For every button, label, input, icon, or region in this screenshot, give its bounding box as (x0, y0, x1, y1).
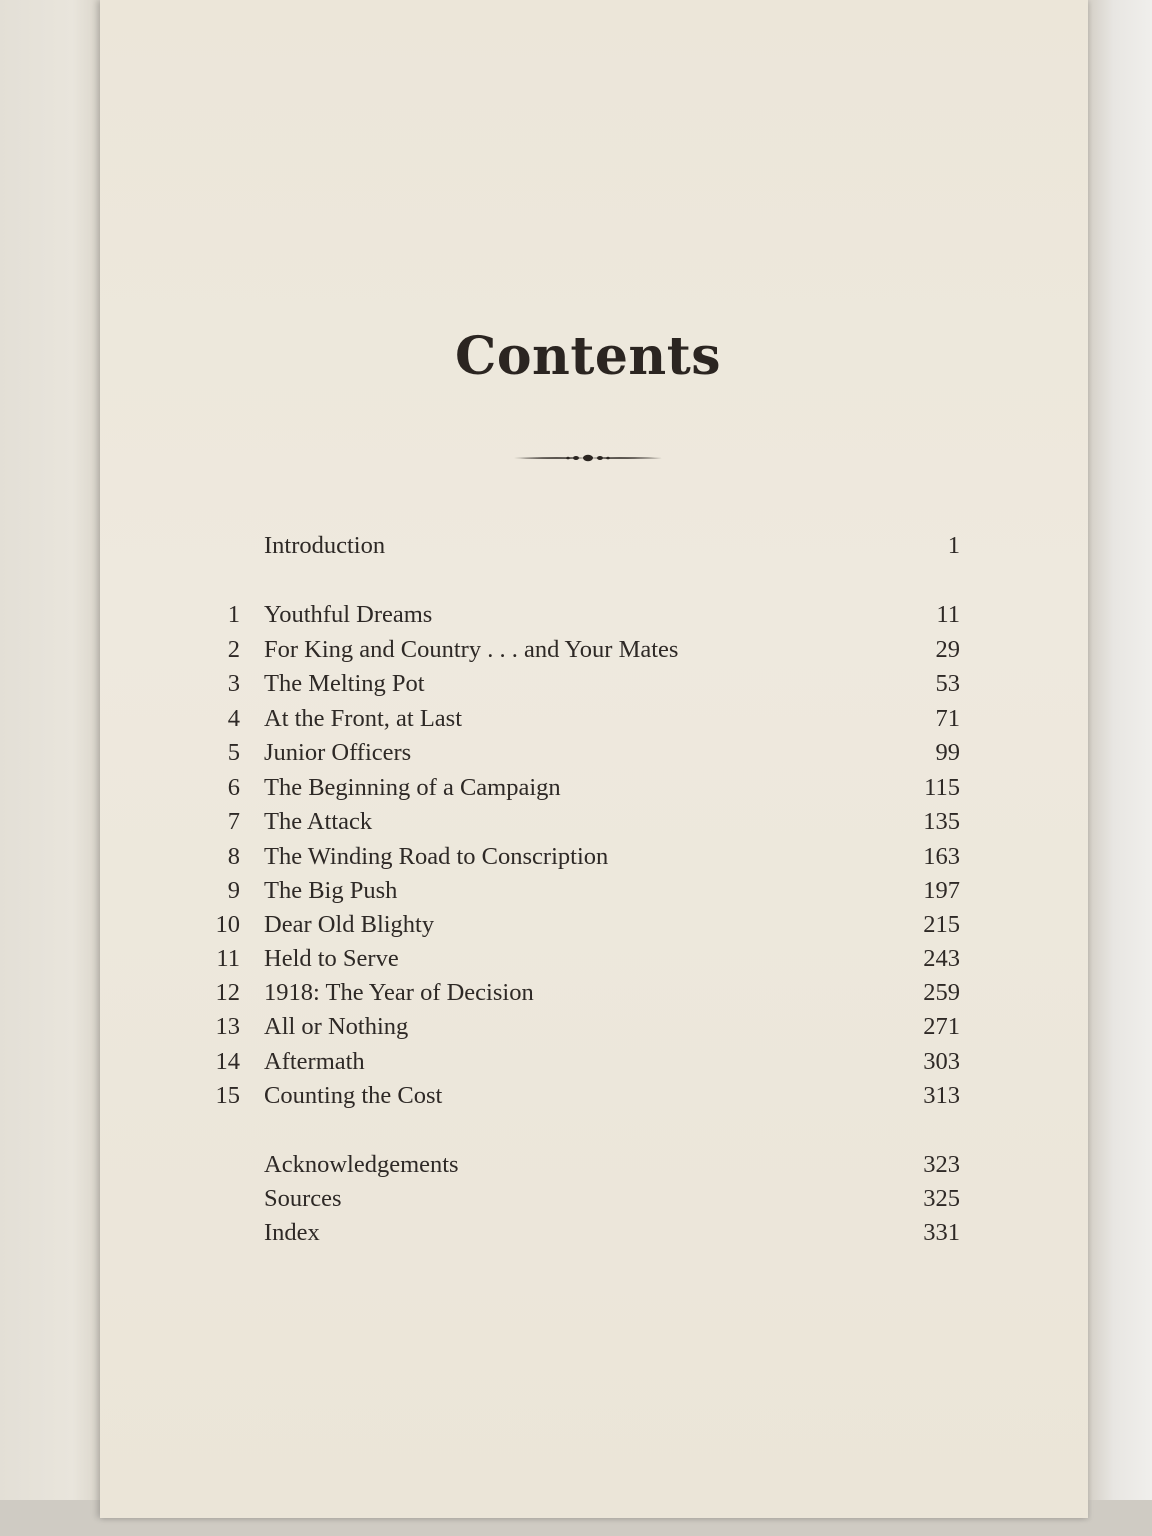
chapter-number: 13 (215, 1013, 240, 1040)
toc-entry-title: The Big Push (264, 877, 398, 904)
toc-entry-title: The Attack (264, 808, 373, 835)
toc-entry-title: The Winding Road to Conscription (264, 843, 609, 870)
chapter-number: 12 (215, 979, 240, 1006)
toc-entry-chapter (200, 739, 960, 773)
chapter-number: 1 (227, 601, 240, 628)
toc-entry-chapter (200, 705, 960, 739)
toc-entry-sources (200, 1185, 960, 1219)
toc-entry-title: Sources (264, 1185, 342, 1212)
page-title: Contents (454, 326, 722, 387)
toc-entry-title: The Beginning of a Campaign (264, 774, 561, 801)
toc-entry-chapter (200, 1082, 960, 1116)
toc-entry-title: The Melting Pot (264, 670, 425, 697)
chapter-number: 2 (227, 636, 240, 663)
chapter-number: 14 (215, 1048, 240, 1075)
toc-entry-page: 53 (935, 670, 960, 697)
toc-entry-page: 271 (923, 1013, 960, 1040)
toc-entry-title: 1918: The Year of Decision (264, 979, 534, 1006)
toc-entry-title: Index (264, 1219, 320, 1246)
toc-entry-title: Junior Officers (264, 739, 412, 766)
background-surface (1088, 0, 1152, 1536)
contents-page (100, 0, 1088, 1518)
toc-entry-title: Held to Serve (264, 945, 399, 972)
chapter-number: 6 (227, 774, 240, 801)
chapter-number: 10 (215, 911, 240, 938)
toc-entry-title: Aftermath (264, 1048, 365, 1075)
chapter-number: 15 (215, 1082, 240, 1109)
toc-entry-title: All or Nothing (264, 1013, 409, 1040)
chapter-number: 11 (216, 945, 240, 972)
toc-entry-title: For King and Country . . . and Your Mates (264, 636, 679, 663)
toc-entry-page: 323 (923, 1151, 960, 1178)
toc-entry-chapter (200, 979, 960, 1013)
toc-entry-index (200, 1219, 960, 1253)
ornament-divider-icon (512, 450, 664, 466)
toc-entry-introduction (200, 532, 960, 566)
chapter-number: 5 (227, 739, 240, 766)
chapter-number: 7 (227, 808, 240, 835)
toc-entry-page: 99 (935, 739, 960, 766)
toc-entry-page: 243 (923, 945, 960, 972)
toc-entry-title: Acknowledgements (264, 1151, 459, 1178)
toc-entry-title: At the Front, at Last (264, 705, 463, 732)
toc-entry-page: 331 (923, 1219, 960, 1246)
toc-entry-chapter (200, 808, 960, 842)
toc-entry-chapter (200, 670, 960, 704)
toc-entry-title: Introduction (264, 532, 386, 559)
toc-entry-page: 259 (923, 979, 960, 1006)
toc-entry-page: 29 (935, 636, 960, 663)
facing-page-edge (0, 0, 104, 1536)
toc-entry-page: 135 (923, 808, 960, 835)
toc-entry-chapter (200, 636, 960, 670)
toc-entry-page: 1 (947, 532, 960, 559)
toc-entry-title: Youthful Dreams (264, 601, 433, 628)
toc-entry-page: 313 (923, 1082, 960, 1109)
toc-entry-chapter (200, 945, 960, 979)
chapter-number: 4 (227, 705, 240, 732)
toc-entry-page: 11 (936, 601, 960, 628)
toc-entry-title: Counting the Cost (264, 1082, 443, 1109)
toc-entry-chapter (200, 601, 960, 635)
toc-entry-title: Dear Old Blighty (264, 911, 435, 938)
toc-entry-chapter (200, 843, 960, 877)
toc-entry-chapter (200, 877, 960, 911)
toc-entry-acknowledgements (200, 1151, 960, 1185)
toc-entry-page: 303 (923, 1048, 960, 1075)
toc-entry-page: 325 (923, 1185, 960, 1212)
chapter-number: 8 (227, 843, 240, 870)
toc-entry-page: 163 (923, 843, 960, 870)
toc-entry-page: 215 (923, 911, 960, 938)
toc-entry-chapter (200, 1013, 960, 1047)
toc-entry-chapter (200, 911, 960, 945)
toc-entry-page: 197 (923, 877, 960, 904)
toc-entry-chapter (200, 1048, 960, 1082)
toc-entry-page: 71 (935, 705, 960, 732)
toc-entry-page: 115 (924, 774, 960, 801)
chapter-number: 3 (227, 670, 240, 697)
toc-entry-chapter (200, 774, 960, 808)
chapter-number: 9 (227, 877, 240, 904)
